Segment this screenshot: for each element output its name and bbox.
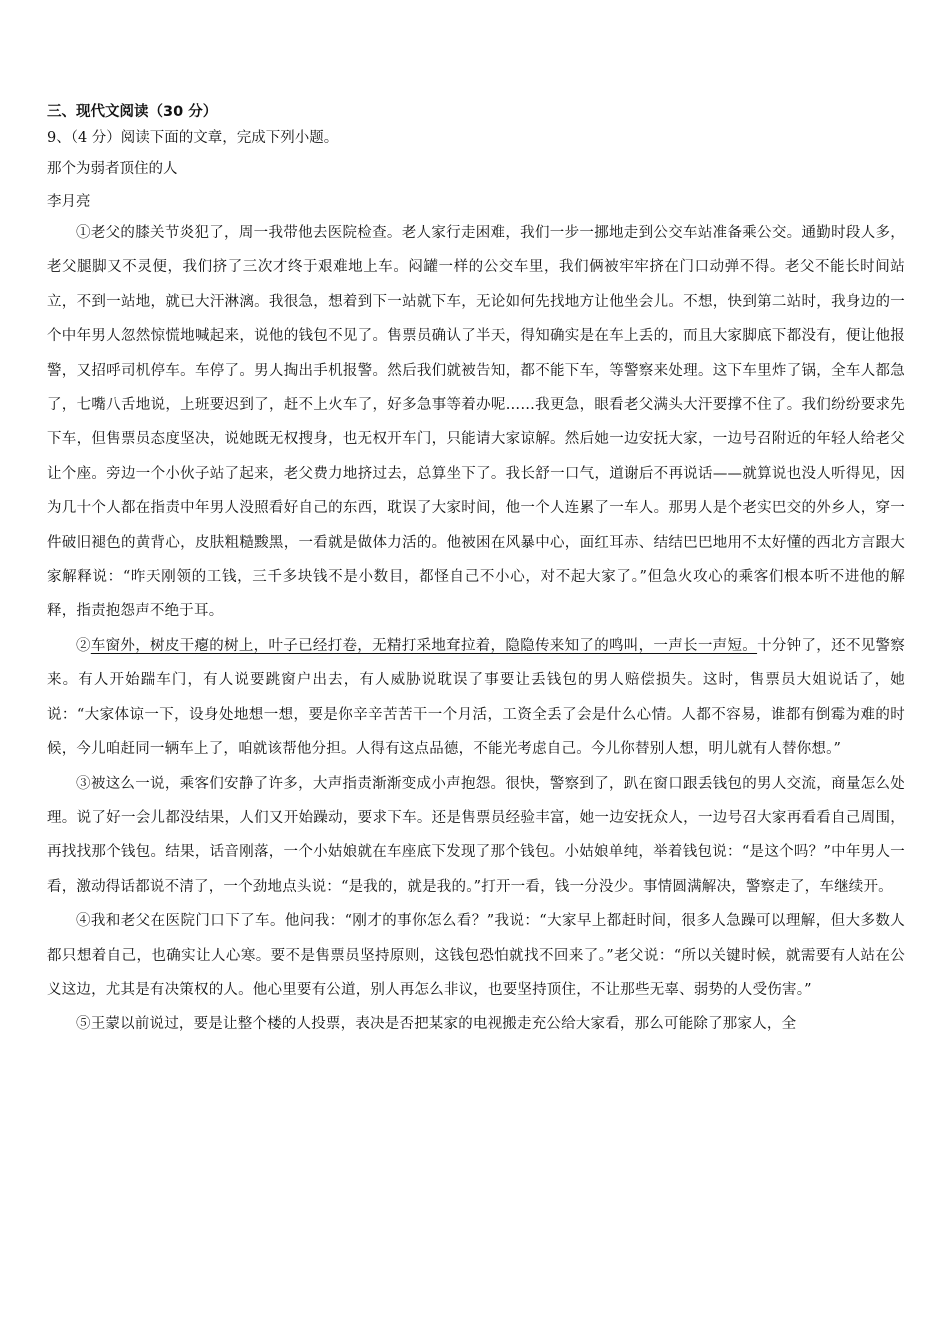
paragraph-4 xyxy=(47,904,905,1007)
paragraph-2 xyxy=(47,629,905,767)
question-prompt: 9、（4 分）阅读下面的文章，完成下列小题。 xyxy=(47,130,339,146)
paragraph-5 xyxy=(47,1007,905,1041)
paragraph-number: ③ xyxy=(76,775,91,792)
paragraph-text: 老父的膝关节炎犯了，周一我带他去医院检查。老人家行走困难，我们一步一挪地走到公交车站准备乘公交。通勤时段人多，老父腿脚又不灵便，我们挤了三次才终于艰难地上车。闷罐一样的公交车里，我们俩被牢牢挤在门口动弹不得。老父不能长时间站立，不到一站地，就已大汗淋漓。我很急，想着到下一站就下车，无论如何先找地方让他坐会儿。不想，快到第二站时，我身边的一个中年男人忽然惊慌地喊起来，说他的钱包不见了。售票员确认了半天，得知确实是在车上丢的，而且大家脚底下都没有，便让他报警，又招呼司机停车。车停了。男人掏出手机报警。然后我们就被告知，都不能下车，等警察来处理。这下车里炸了锅，全车人都急了，七嘴八舌地说，上班要迟到了，赶不上火车了，好多急事等着办呢……我更急，眼看老父满头大汗要撑不住了。我们纷纷要求先下车，但售票员态度坚决，说她既无权搜身，也无权开车门，只能请大家谅解。然后她一边安抚大家，一边号召附近的年轻人给老父让个座。旁边一个小伙子站了起来，老父费力地挤过去，总算坐下了。我长舒一口气，道谢后不再说话——就算说也没人听得见，因为几十个人都在指责中年男人没照看好自己的东西，耽误了大家时间，他一个人连累了一车人。那男人是个老实巴交的外乡人，穿一件破旧褪色的黄背心，皮肤粗糙黢黑，一看就是做体力活的。他被困在风暴中心，面红耳赤、结结巴巴地用不太好懂的西北方言跟大家解释说：“昨天刚领的工钱，三千多块钱不是小数目，都怪自己不小心，对不起大家了。”但急火攻心的乘客们根本听不进他的解释，指责抱怨声不绝于耳。 xyxy=(47,225,905,620)
paragraph-number: ⑤ xyxy=(76,1016,91,1033)
paragraph-text: 王蒙以前说过，要是让整个楼的人投票，表决是否把某家的电视搬走充公给大家看，那么可能除了那家人，全 xyxy=(90,1016,797,1033)
paragraph-number: ① xyxy=(76,225,91,241)
paragraph-text: 被这么一说，乘客们安静了许多，大声指责渐渐变成小声抱怨。很快，警察到了，趴在窗口跟丢钱包的男人交流，商量怎么处理。说了好一会儿都没结果，人们又开始躁动，要求下车。还是售票员经验丰富，她一边安抚众人，一边号召大家再看看自己周围，再找找那个钱包。结果，话音刚落，一个小姑娘就在车座底下发现了那个钱包。小姑娘单纯，举着钱包说：“是这个吗？”中年男人一看，激动得话都说不清了，一个劲地点头说：“是我的，就是我的。”打开一看，钱一分没少。事情圆满解决，警察走了，车继续开。 xyxy=(47,775,905,895)
underlined-sentence: 车窗外，树皮干瘪的树上，叶子已经打卷，无精打采地耷拉着，隐隐传来知了的鸣叫，一声长一声短。 xyxy=(90,637,758,654)
section-title: 三、现代文阅读（30 分） xyxy=(47,104,218,120)
article-body xyxy=(47,216,905,1042)
paragraph-number: ② xyxy=(76,637,91,654)
paragraph-text: 十分钟了，还不见警察来。有人开始踹车门，有人说要跳窗户出去，有人威胁说耽误了事要让丢钱包的男人赔偿损失。这时，售票员大姐说话了，她说：“大家体谅一下，设身处地想一想，要是你辛辛苦苦干一个月活，工资全丢了会是什么心情。人都不容易，谁都有倒霉为难的时候，今儿咱赶同一辆车上了，咱就该帮他分担。人得有这点品德，不能光考虑自己。今儿你替别人想，明儿就有人替你想。” xyxy=(47,637,906,758)
article-title: 那个为弱者顶住的人 xyxy=(47,161,178,177)
article-author: 李月亮 xyxy=(47,194,91,210)
paragraph-3 xyxy=(47,767,905,905)
paragraph-1 xyxy=(47,216,905,629)
paragraph-text: 我和老父在医院门口下了车。他问我：“刚才的事你怎么看？”我说：“大家早上都赶时间，很多人急躁可以理解，但大多数人都只想着自己，也确实让人心寒。要不是售票员坚持原则，这钱包恐怕就找不回来了。”老父说：“所以关键时候，就需要有人站在公义这边，尤其是有决策权的人。他心里要有公道，别人再怎么非议，也要坚持顶住，不让那些无辜、弱势的人受伤害。” xyxy=(47,913,905,998)
paragraph-number: ④ xyxy=(76,913,91,930)
